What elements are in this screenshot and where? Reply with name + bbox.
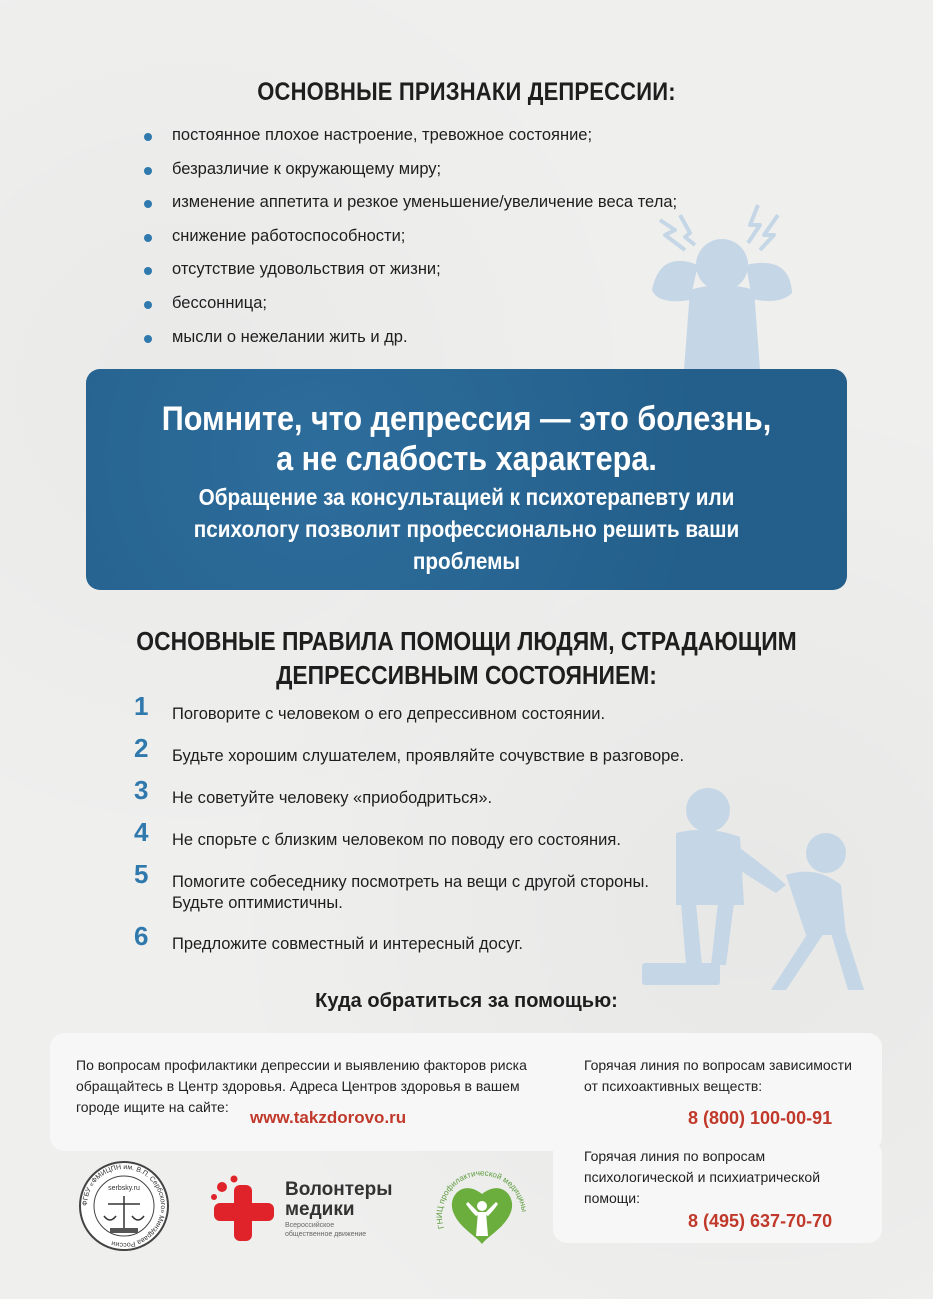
signs-list — [140, 122, 760, 357]
volunteers-logo-icon — [210, 1175, 280, 1245]
bullet-icon — [144, 133, 152, 141]
list-item: мысли о нежелании жить и др. — [140, 324, 760, 358]
rule-number: 2 — [134, 733, 149, 763]
list-item: снижение работоспособности; — [140, 223, 760, 257]
reminder-banner — [86, 369, 847, 590]
volunteers-logo-title: Волонтеры медики — [285, 1179, 393, 1220]
rule-number: 3 — [134, 775, 149, 805]
gnic-logo — [432, 1158, 532, 1254]
svg-text:serbsky.ru: serbsky.ru — [108, 1185, 140, 1192]
list-item: отсутствие удовольствия от жизни; — [140, 256, 760, 290]
svg-text:ФГБУ «ФМИЦПН им. В.П. Сербског: ФГБУ «ФМИЦПН им. В.П. Сербского» Минздрава России — [81, 1163, 167, 1249]
hotline2-phone[interactable]: 8 (495) 637-70-70 — [688, 1211, 833, 1231]
bullet-icon — [144, 234, 152, 242]
rule-number: 1 — [134, 691, 149, 721]
list-item: безразличие к окружающему миру; — [140, 156, 760, 190]
svg-text:ГНИЦ профилактической медицины: ГНИЦ профилактической медицины — [434, 1168, 529, 1230]
list-item: бессонница; — [140, 290, 760, 324]
banner-headline: Помните, что депрессия — это болезнь, а не слабость характера. — [161, 400, 772, 478]
health-center-text: По вопросам профилактики депрессии и выявлению факторов риска обращайтесь в Центр здоровья. Адреса Центров здоровья в вашем городе ищите на сайте: — [76, 1057, 527, 1115]
bullet-icon — [144, 200, 152, 208]
hotline2-text: Горячая линия по вопросам психологической и психиатрической помощи: — [584, 1148, 821, 1206]
rules-title: ОСНОВНЫЕ ПРАВИЛА ПОМОЩИ ЛЮДЯМ, СТРАДАЮЩИМ ДЕПРЕССИВНЫМ СОСТОЯНИЕМ: — [136, 626, 797, 690]
bullet-icon — [144, 267, 152, 275]
rule-number: 5 — [134, 859, 149, 889]
serbsky-logo — [78, 1160, 170, 1252]
bullet-icon — [144, 301, 152, 309]
bullet-icon — [144, 167, 152, 175]
list-item: изменение аппетита и резкое уменьшение/увеличение веса тела; — [140, 189, 760, 223]
volunteers-logo-subtitle: Всероссийское общественное движение — [285, 1222, 367, 1238]
list-item: постоянное плохое настроение, тревожное состояние; — [140, 122, 760, 156]
help-title: Куда обратиться за помощью: — [315, 990, 618, 1012]
banner-subtext: Обращение за консультацией к психотерапевту или психологу позволит профессионально решить ваши проблемы — [193, 484, 740, 574]
signs-title: ОСНОВНЫЕ ПРИЗНАКИ ДЕПРЕССИИ: — [257, 78, 676, 106]
bullet-icon — [144, 335, 152, 343]
hotline1-phone[interactable]: 8 (800) 100-00-91 — [688, 1108, 833, 1128]
rule-number: 6 — [134, 921, 149, 951]
website-link[interactable]: www.takzdorovo.ru — [250, 1108, 407, 1127]
rule-number: 4 — [134, 817, 149, 847]
hotline1-text: Горячая линия по вопросам зависимости от психоактивных веществ: — [584, 1057, 852, 1094]
